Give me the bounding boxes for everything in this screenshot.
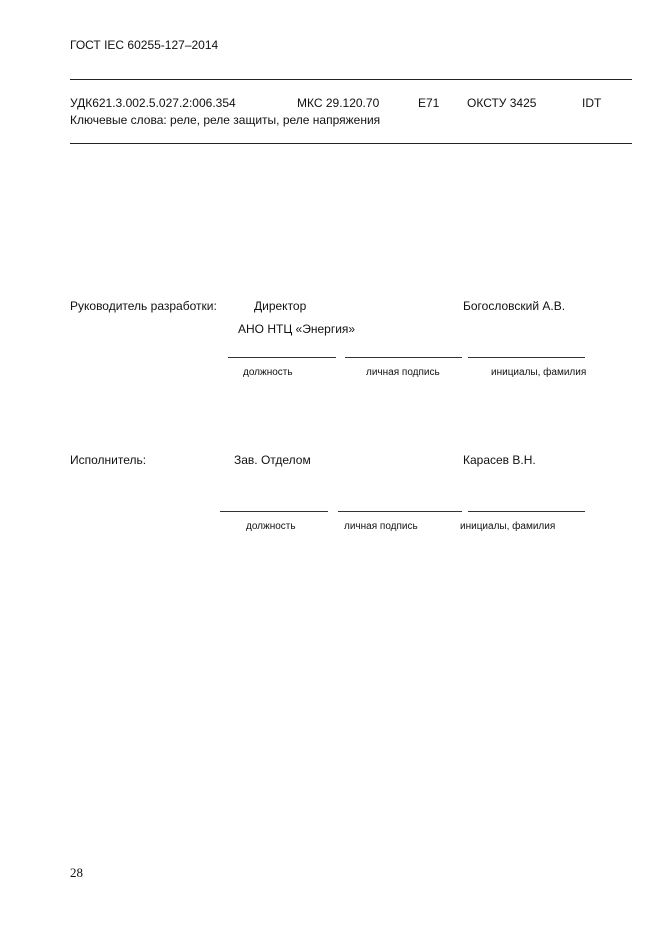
executor-signature-line	[338, 511, 462, 512]
mks-code: МКС 29.120.70	[297, 96, 380, 110]
keywords: Ключевые слова: реле, реле защиты, реле напряжения	[70, 113, 381, 127]
executor-role-label: Исполнитель:	[70, 453, 147, 467]
executor-caption-name: инициалы, фамилия	[460, 521, 556, 532]
leader-role-label: Руководитель разработки:	[70, 299, 217, 313]
udk-code: УДК621.3.002.5.027.2:006.354	[70, 96, 236, 110]
leader-position: Директор	[254, 299, 307, 313]
top-rule	[70, 79, 632, 80]
page-number: 28	[70, 865, 83, 880]
okstu-code: ОКСТУ 3425	[467, 96, 537, 110]
leader-signature-line	[345, 357, 462, 358]
leader-name-line	[468, 357, 585, 358]
e-code: E71	[418, 96, 440, 110]
executor-position: Зав. Отделом	[234, 453, 311, 467]
standard-designation: ГОСТ IEC 60255-127–2014	[70, 38, 219, 52]
leader-caption-name: инициалы, фамилия	[491, 367, 587, 378]
executor-caption-signature: личная подпись	[344, 521, 418, 532]
executor-caption-position: должность	[246, 521, 296, 532]
executor-name-line	[468, 511, 585, 512]
executor-position-line	[220, 511, 328, 512]
leader-name: Богословский А.В.	[463, 299, 566, 313]
leader-position-line	[228, 357, 336, 358]
bottom-rule	[70, 143, 632, 144]
leader-caption-position: должность	[243, 367, 293, 378]
leader-caption-signature: личная подпись	[366, 367, 440, 378]
executor-name: Карасев В.Н.	[463, 453, 536, 467]
leader-organization: АНО НТЦ «Энергия»	[238, 322, 356, 336]
idt-code: IDT	[582, 96, 602, 110]
